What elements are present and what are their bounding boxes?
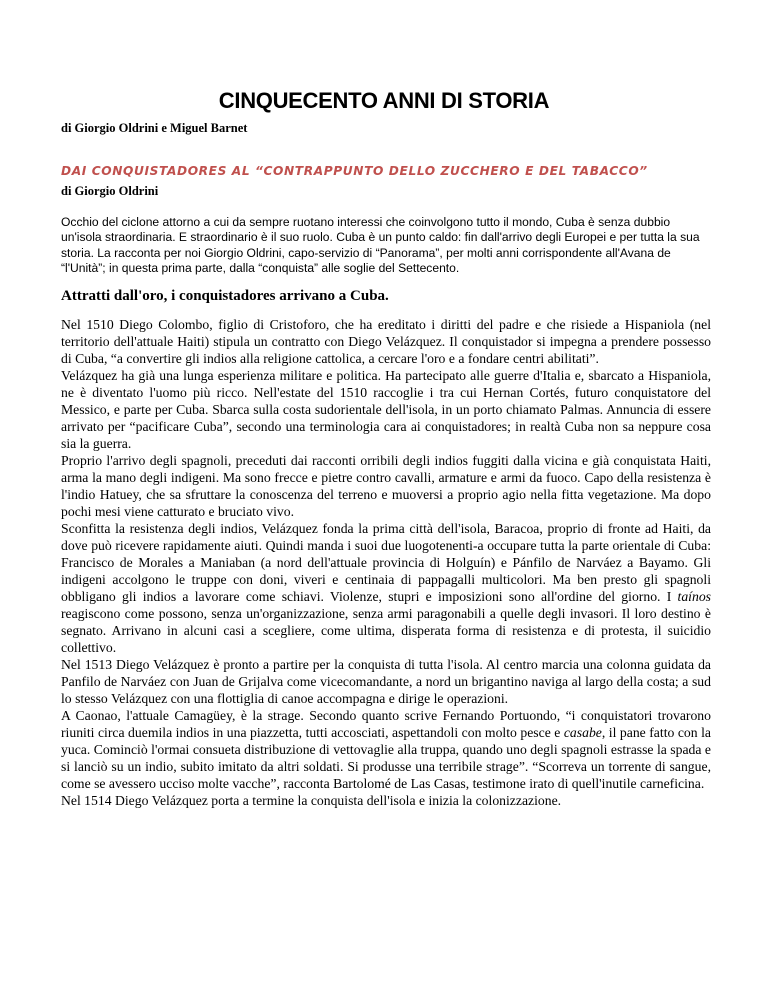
article-subtitle: DAI CONQUISTADORES AL “CONTRAPPUNTO DELLO ZUCCHERO E DEL TABACCO” xyxy=(61,164,648,178)
body-paragraph: Nel 1514 Diego Velázquez porta a termine la conquista dell'isola e inizia la colonizzazione. xyxy=(61,793,562,808)
italic-term: casabe xyxy=(563,725,602,740)
body-paragraph xyxy=(61,520,711,656)
body-paragraph: Velázquez ha già una lunga esperienza militare e politica. Ha partecipato alle guerre d'Italia e, sbarcato a Hispaniola, ne è diventato l'uomo più ricco. Nell'estate del 1510 raccoglie i tra cui Hernan Cortés, futuro conquistatore del Messico, e parte per Cuba. Sbarca sulla costa sudorientale dell'isola, in un porto chiamato Palmas. Annuncia di essere arrivato per “pacificare Cuba”, secondo una terminologia cara ai conquistadores; in realtà Cuba non sa neppure cosa sia la guerra. xyxy=(61,368,711,451)
body-paragraph xyxy=(61,707,711,792)
text-span: reagiscono come possono, senza un'organizzazione, senza armi paragonabili a quelle degli invasori. Il loro destino è segnato. Arrivano in alcuni casi a scegliere, come ultima, disperata forma di resistenza e di protesta, il suicidio collettivo. xyxy=(61,606,711,655)
author-byline: di Giorgio Oldrini e Miguel Barnet xyxy=(61,121,248,135)
page-title: CINQUECENTO ANNI DI STORIA xyxy=(218,88,550,113)
intro-paragraph: Occhio del ciclone attorno a cui da sempre ruotano interessi che coinvolgono tutto il mondo, Cuba è senza dubbio un'isola straordinaria. E straordinario è il suo ruolo. Cuba è un punto caldo: fin dall'arrivo degli Europei e per tutta la sua storia. La racconta per noi Giorgio Oldrini, capo-servizio di “Panorama”, per molti anni corrispondente all'Avana de “l'Unità”; in questa prima parte, dalla “conquista” alle soglie del Settecento. xyxy=(61,215,700,275)
section-heading: Attratti dall'oro, i conquistadores arrivano a Cuba. xyxy=(61,288,389,304)
text-span: , il pane fatto con la yuca. Cominciò l'ormai consueta distribuzione di vettovaglie alla truppa, quando uno degli spagnoli estrasse la spada e si lanciò su un indio, subito imitato da altri soldati. Si produsse una terribile strage”. “Scorreva un torrente di sangue, come se avessero ucciso molte vacche”, racconta Bartolomé de Las Casas, testimone irato di quell'inutile carneficina. xyxy=(61,725,711,791)
article-body xyxy=(61,316,711,809)
italic-term: taínos xyxy=(677,589,711,604)
body-paragraph: Proprio l'arrivo degli spagnoli, preceduti dai racconti orribili degli indios fuggiti dalla vicina e già conquistata Haiti, arma la mano degli indigeni. Ma sono frecce e pietre contro cavalli, armature e armi da fuoco. Capo della resistenza è l'indio Hatuey, che sa sfruttare la conoscenza del terreno e muoversi a proprio agio nella fitta vegetazione. Ma dopo pochi mesi viene catturato e bruciato vivo. xyxy=(61,453,711,519)
article-author: di Giorgio Oldrini xyxy=(61,184,159,198)
body-paragraph: Nel 1510 Diego Colombo, figlio di Cristoforo, che ha ereditato i diritti del padre e che risiede a Hispaniola (nel territorio dell'attuale Haiti) stipula un contratto con Diego Velázquez. Il conquistador si impegna a prendere possesso di Cuba, “a convertire gli indios alla religione cattolica, a cercare l'oro e a fondare centri abilitati”. xyxy=(61,317,711,366)
text-span: A Caonao, l'attuale Camagüey, è la strage. Secondo quanto scrive Fernando Portuondo, “i conquistatori trovarono riuniti circa duemila indios in una piazzetta, tutti accosciati, aspettandoli con molto pesce e xyxy=(61,708,711,740)
body-paragraph: Nel 1513 Diego Velázquez è pronto a partire per la conquista di tutta l'isola. Al centro marcia una colonna guidata da Panfilo de Narváez con Juan de Grijalva come vicecomandante, a nord un brigantino naviga al largo della costa; a sud lo stesso Velázquez con una flottiglia di canoe accompagna e dirige le operazioni. xyxy=(61,657,711,706)
text-span: Sconfitta la resistenza degli indios, Velázquez fonda la prima città dell'isola, Baracoa, proprio di fronte ad Haiti, da dove può ricevere rapidamente aiuti. Quindi manda i suoi due luogotenenti-a occupare tutta la parte orientale di Cuba: Francisco de Morales a Maniaban (a nord dell'attuale provincia di Holguín) e Pánfilo de Narváez a Bayamo. Gli indigeni accolgono le truppe con doni, viveri e centinaia di pappagalli multicolori. Ma ben presto gli spagnoli obbligano gli indios a lavorare come schiavi. Violenze, stupri e imposizioni sono all'ordine del giorno. I xyxy=(61,521,711,604)
